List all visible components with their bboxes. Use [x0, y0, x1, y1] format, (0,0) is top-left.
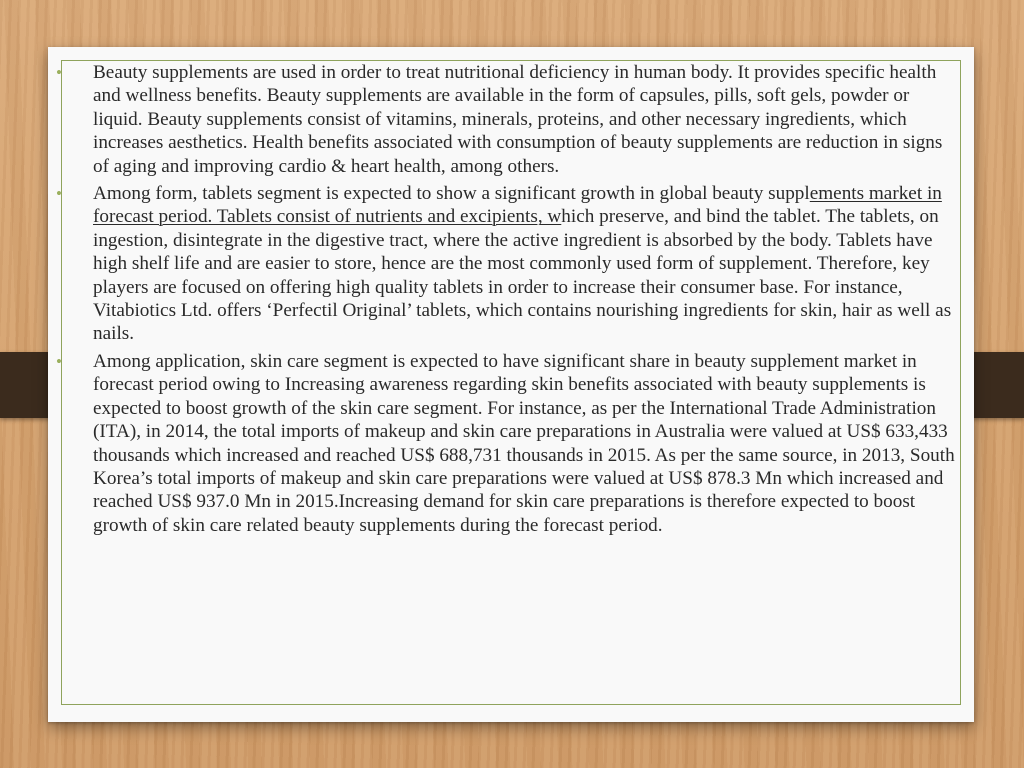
bullet-text-tablets-part1: Among form, tablets segment is expected to show a significant growth in global beauty suppl	[93, 183, 810, 205]
bullet-item-skin-care	[56, 350, 962, 537]
bullet-icon: •	[56, 184, 62, 204]
bullet-icon: •	[56, 63, 62, 82]
bullet-item-tablets	[56, 182, 962, 346]
bullet-text-overview: Beauty supplements are used in order to treat nutritional deficiency in human body. It provides specific health and wellness benefits. Beauty supplements are available in the form of capsules, pills, soft gels, powder or liquid. Beauty supplements consist of vitamins, minerals, proteins, and other necessary ingredients, which increases aesthetics. Health benefits associated with consumption of beauty supplements are reduction in signs of aging and improving cardio & heart health, among others.	[93, 62, 943, 177]
bullet-item-overview	[56, 61, 962, 178]
bullet-list	[56, 61, 962, 537]
bullet-text-tablets-underlined: ements market in forecast period. Tablets consist of nutrients and excipients, w	[93, 183, 942, 228]
bullet-icon: •	[56, 351, 62, 371]
slide-paper	[48, 47, 974, 722]
bullet-text-tablets-part2: hich preserve, and bind the tablet. The tablets, on ingestion, disintegrate in the digestive tract, where the active ingredient is absorbed by the body. Tablets have high shelf life and are easier to store, hence are the most commonly used form of supplement. Therefore, key players are focused on offering high quality tablets in order to increase their consumer base. For instance, Vitabiotics Ltd. offers ‘Perfectil Original’ tablets, which contains nourishing ingredients for skin, hair as well as nails.	[93, 206, 952, 345]
bullet-text-skin-care: Among application, skin care segment is expected to have significant share in beauty supplement market in forecast period owing to Increasing awareness regarding skin benefits associated with beauty supplements is expected to boost growth of the skin care segment. For instance, as per the International Trade Administration (ITA), in 2014, the total imports of makeup and skin care preparations in Australia were valued at US$ 633,433 thousands which increased and reached US$ 688,731 thousands in 2015. As per the same source, in 2013, South Korea’s total imports of makeup and skin care preparations were valued at US$ 878.3 Mn which increased and reached US$ 937.0 Mn in 2015.Increasing demand for skin care preparations is therefore expected to boost growth of skin care related beauty supplements during the forecast period.	[93, 350, 955, 536]
slide-content	[56, 61, 962, 541]
